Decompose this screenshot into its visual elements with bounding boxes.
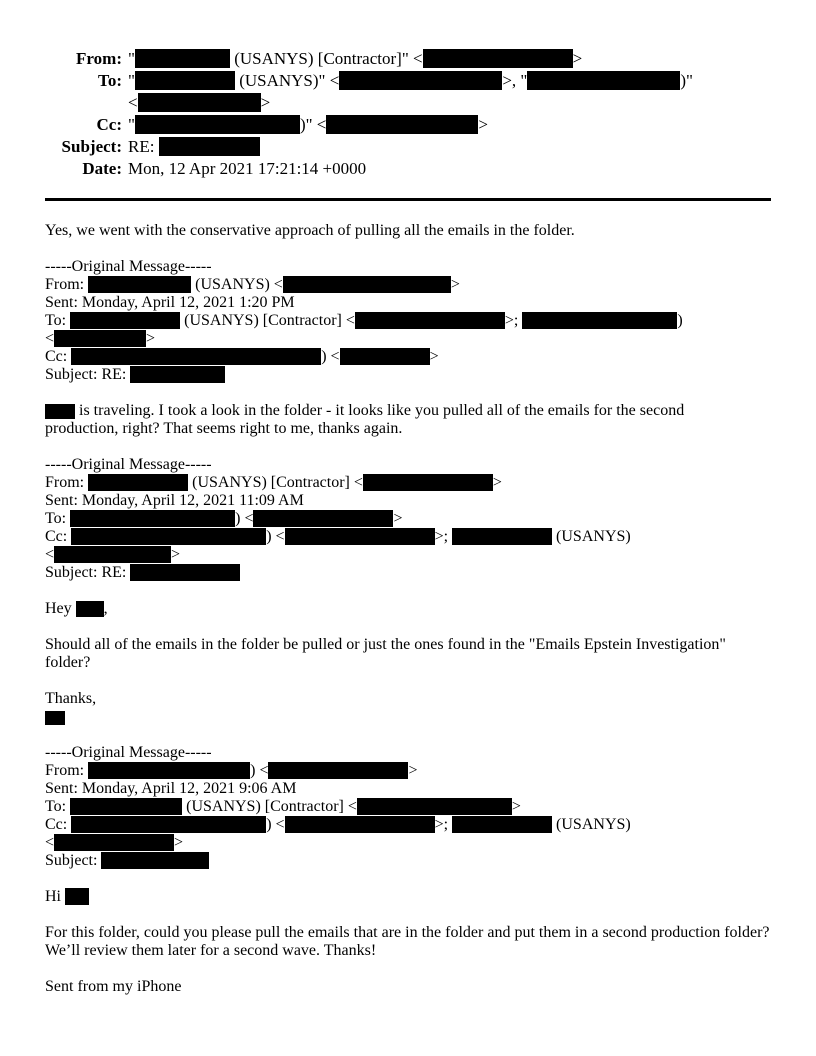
email-body	[45, 222, 771, 996]
text-segment: ,	[103, 600, 108, 617]
text-segment: >	[174, 834, 184, 851]
text-segment: (USANYS) [Contractor] <	[182, 798, 357, 815]
header-field-subject	[45, 136, 771, 158]
header-cc-line	[128, 114, 771, 136]
quoted-sent-line	[45, 294, 771, 312]
redaction-bar	[159, 137, 260, 156]
text-segment: >;	[504, 312, 523, 329]
quoted-cc-line	[45, 348, 771, 366]
text-segment: >	[393, 510, 403, 527]
header-field-value-to	[128, 70, 771, 114]
blank-line	[45, 960, 771, 978]
redaction-bar	[130, 564, 240, 581]
text-segment: Mon, 12 Apr 2021 17:21:14 +0000	[128, 159, 367, 178]
blank-line	[45, 618, 771, 636]
text-segment: ) <	[321, 348, 340, 365]
redaction-bar	[70, 798, 182, 815]
redaction-bar	[45, 404, 75, 419]
blank-line	[45, 240, 771, 258]
quoted-sent-line	[45, 780, 771, 798]
quoted-from-line	[45, 762, 771, 780]
redaction-bar	[54, 546, 171, 563]
body-text-line	[45, 654, 771, 672]
text-segment: From:	[45, 762, 89, 779]
greeting-line	[45, 888, 771, 906]
body-text-line	[45, 636, 771, 654]
text-segment: "	[128, 49, 135, 68]
text-segment: Sent: Monday, April 12, 2021 1:20 PM	[45, 294, 295, 311]
text-segment: Should all of the emails in the folder be pulled or just the ones found in the "Emails Epstein Investigation"	[45, 636, 726, 653]
original-message-separator	[45, 258, 771, 276]
redaction-bar	[71, 348, 321, 365]
redaction-bar	[54, 330, 146, 347]
signature-redaction-line	[45, 708, 771, 726]
text-segment: (USANYS) [Contractor]" <	[229, 49, 423, 68]
blank-line	[45, 438, 771, 456]
text-segment: Sent from my iPhone	[45, 978, 182, 995]
redaction-bar	[363, 474, 493, 491]
text-segment: Subject:	[45, 852, 102, 869]
redaction-bar	[101, 852, 209, 869]
text-segment: is traveling. I took a look in the folder - it looks like you pulled all of the emails for the second	[75, 402, 685, 419]
redaction-bar	[135, 49, 230, 68]
redaction-bar	[70, 510, 235, 527]
header-field-from	[45, 48, 771, 70]
header-subject-line	[128, 136, 771, 158]
redaction-bar	[88, 762, 250, 779]
header-field-cc	[45, 114, 771, 136]
quoted-to-line	[45, 510, 771, 528]
text-segment: Cc:	[45, 348, 72, 365]
header-field-value-cc	[128, 114, 771, 136]
header-to-line-1	[128, 70, 771, 92]
header-field-label-from: From:	[76, 49, 122, 68]
text-segment: Subject: RE:	[45, 366, 131, 383]
redaction-bar	[357, 798, 512, 815]
quoted-cc-continuation-line	[45, 546, 771, 564]
text-segment: ) <	[235, 510, 254, 527]
text-segment: ) <	[266, 816, 285, 833]
quoted-cc-line	[45, 816, 771, 834]
quoted-to-line	[45, 312, 771, 330]
blank-line	[45, 906, 771, 924]
text-segment: Hey	[45, 600, 76, 617]
text-segment: "	[128, 71, 135, 90]
text-segment: folder?	[45, 654, 91, 671]
redaction-bar	[71, 816, 266, 833]
text-segment: We’ll review them later for a second wave. Thanks!	[45, 942, 377, 959]
text-segment: >	[572, 49, 583, 68]
header-field-label-to: To:	[98, 71, 122, 90]
text-segment: ) <	[250, 762, 269, 779]
quoted-cc-continuation-line	[45, 834, 771, 852]
body-text-line	[45, 402, 771, 420]
text-segment: <	[45, 330, 55, 347]
text-segment: (USANYS) <	[191, 276, 283, 293]
quoted-from-line	[45, 474, 771, 492]
text-segment: Sent: Monday, April 12, 2021 11:09 AM	[45, 492, 304, 509]
text-segment: >, "	[502, 71, 528, 90]
redaction-bar	[326, 115, 478, 134]
body-text-line	[45, 924, 771, 942]
redaction-bar	[253, 510, 393, 527]
quoted-cc-line	[45, 528, 771, 546]
header-divider	[45, 198, 771, 201]
text-segment: )"	[680, 71, 693, 90]
quoted-sent-line	[45, 492, 771, 510]
redaction-bar	[340, 348, 430, 365]
header-field-date	[45, 158, 771, 180]
redaction-bar	[452, 528, 552, 545]
text-segment: >	[478, 115, 488, 134]
quoted-subject-line	[45, 852, 771, 870]
text-segment: )	[677, 312, 683, 329]
blank-line	[45, 726, 771, 744]
text-segment: Hi	[45, 888, 65, 905]
text-segment: RE:	[128, 137, 159, 156]
body-text-line	[45, 420, 771, 438]
body-text-line	[45, 222, 771, 240]
text-segment: Cc:	[45, 816, 72, 833]
redaction-bar	[54, 834, 174, 851]
text-segment: From:	[45, 276, 89, 293]
redaction-bar	[527, 71, 680, 90]
text-segment: <	[128, 93, 138, 112]
mobile-signature-line	[45, 978, 771, 996]
header-field-to	[45, 70, 771, 114]
redaction-bar	[522, 312, 677, 329]
text-segment: (USANYS)" <	[234, 71, 340, 90]
redaction-bar	[76, 601, 104, 617]
text-segment: (USANYS)	[552, 816, 631, 833]
redaction-bar	[88, 276, 191, 293]
text-segment: -----Original Message-----	[45, 258, 212, 275]
quoted-subject-line	[45, 564, 771, 582]
original-message-separator	[45, 744, 771, 762]
text-segment: (USANYS)	[552, 528, 631, 545]
redaction-bar	[88, 474, 188, 491]
text-segment: <	[45, 834, 55, 851]
blank-line	[45, 384, 771, 402]
text-segment: >	[408, 762, 418, 779]
blank-line	[45, 870, 771, 888]
text-segment: >	[171, 546, 181, 563]
header-from-line	[128, 48, 771, 70]
header-field-value-from	[128, 48, 771, 70]
redaction-bar	[423, 49, 573, 68]
header-date-line	[128, 158, 771, 180]
text-segment: (USANYS) [Contractor] <	[188, 474, 363, 491]
text-segment: -----Original Message-----	[45, 744, 212, 761]
text-segment: Sent: Monday, April 12, 2021 9:06 AM	[45, 780, 297, 797]
quoted-to-line	[45, 798, 771, 816]
header-field-label-cc: Cc:	[96, 115, 122, 134]
text-segment: "	[128, 115, 135, 134]
text-segment: (USANYS) [Contractor] <	[180, 312, 355, 329]
redaction-bar	[71, 528, 266, 545]
text-segment: >	[260, 93, 271, 112]
text-segment: >	[511, 798, 521, 815]
text-segment: >	[450, 276, 460, 293]
redaction-bar	[268, 762, 408, 779]
quoted-from-line	[45, 276, 771, 294]
greeting-line	[45, 600, 771, 618]
blank-line	[45, 582, 771, 600]
text-segment: <	[45, 546, 55, 563]
text-segment: To:	[45, 510, 71, 527]
text-segment: Cc:	[45, 528, 72, 545]
body-text-line	[45, 942, 771, 960]
text-segment: -----Original Message-----	[45, 456, 212, 473]
text-segment: >	[429, 348, 439, 365]
sign-off-line	[45, 690, 771, 708]
header-field-value-subject	[128, 136, 771, 158]
text-segment: >	[492, 474, 502, 491]
text-segment: >	[146, 330, 156, 347]
text-segment: ) <	[266, 528, 285, 545]
original-message-separator	[45, 456, 771, 474]
redaction-bar	[70, 312, 180, 329]
quoted-to-continuation-line	[45, 330, 771, 348]
redaction-bar	[138, 93, 261, 112]
redaction-bar	[130, 366, 225, 383]
redaction-bar	[65, 888, 89, 905]
blank-line	[45, 672, 771, 690]
text-segment: production, right? That seems right to me, thanks again.	[45, 420, 403, 437]
text-segment: To:	[45, 312, 71, 329]
redaction-bar	[45, 711, 65, 725]
header-to-line-2	[128, 92, 771, 114]
header-field-label-date: Date:	[82, 159, 122, 178]
redaction-bar	[355, 312, 505, 329]
redaction-bar	[285, 528, 435, 545]
header-field-value-date	[128, 158, 771, 180]
redaction-bar	[135, 71, 235, 90]
text-segment: From:	[45, 474, 89, 491]
redaction-bar	[452, 816, 552, 833]
redaction-bar	[283, 276, 451, 293]
header-field-label-subject: Subject:	[61, 137, 122, 156]
quoted-subject-line	[45, 366, 771, 384]
redaction-bar	[135, 115, 300, 134]
text-segment: To:	[45, 798, 71, 815]
redaction-bar	[339, 71, 502, 90]
text-segment: Subject: RE:	[45, 564, 131, 581]
redaction-bar	[285, 816, 435, 833]
text-segment: )" <	[299, 115, 327, 134]
text-segment: Thanks,	[45, 690, 97, 707]
text-segment: >;	[434, 816, 453, 833]
text-segment: For this folder, could you please pull the emails that are in the folder and put them in a second production folder?	[45, 924, 770, 941]
text-segment: Yes, we went with the conservative approach of pulling all the emails in the folder.	[45, 222, 575, 239]
text-segment: >;	[434, 528, 453, 545]
email-header	[45, 48, 771, 180]
